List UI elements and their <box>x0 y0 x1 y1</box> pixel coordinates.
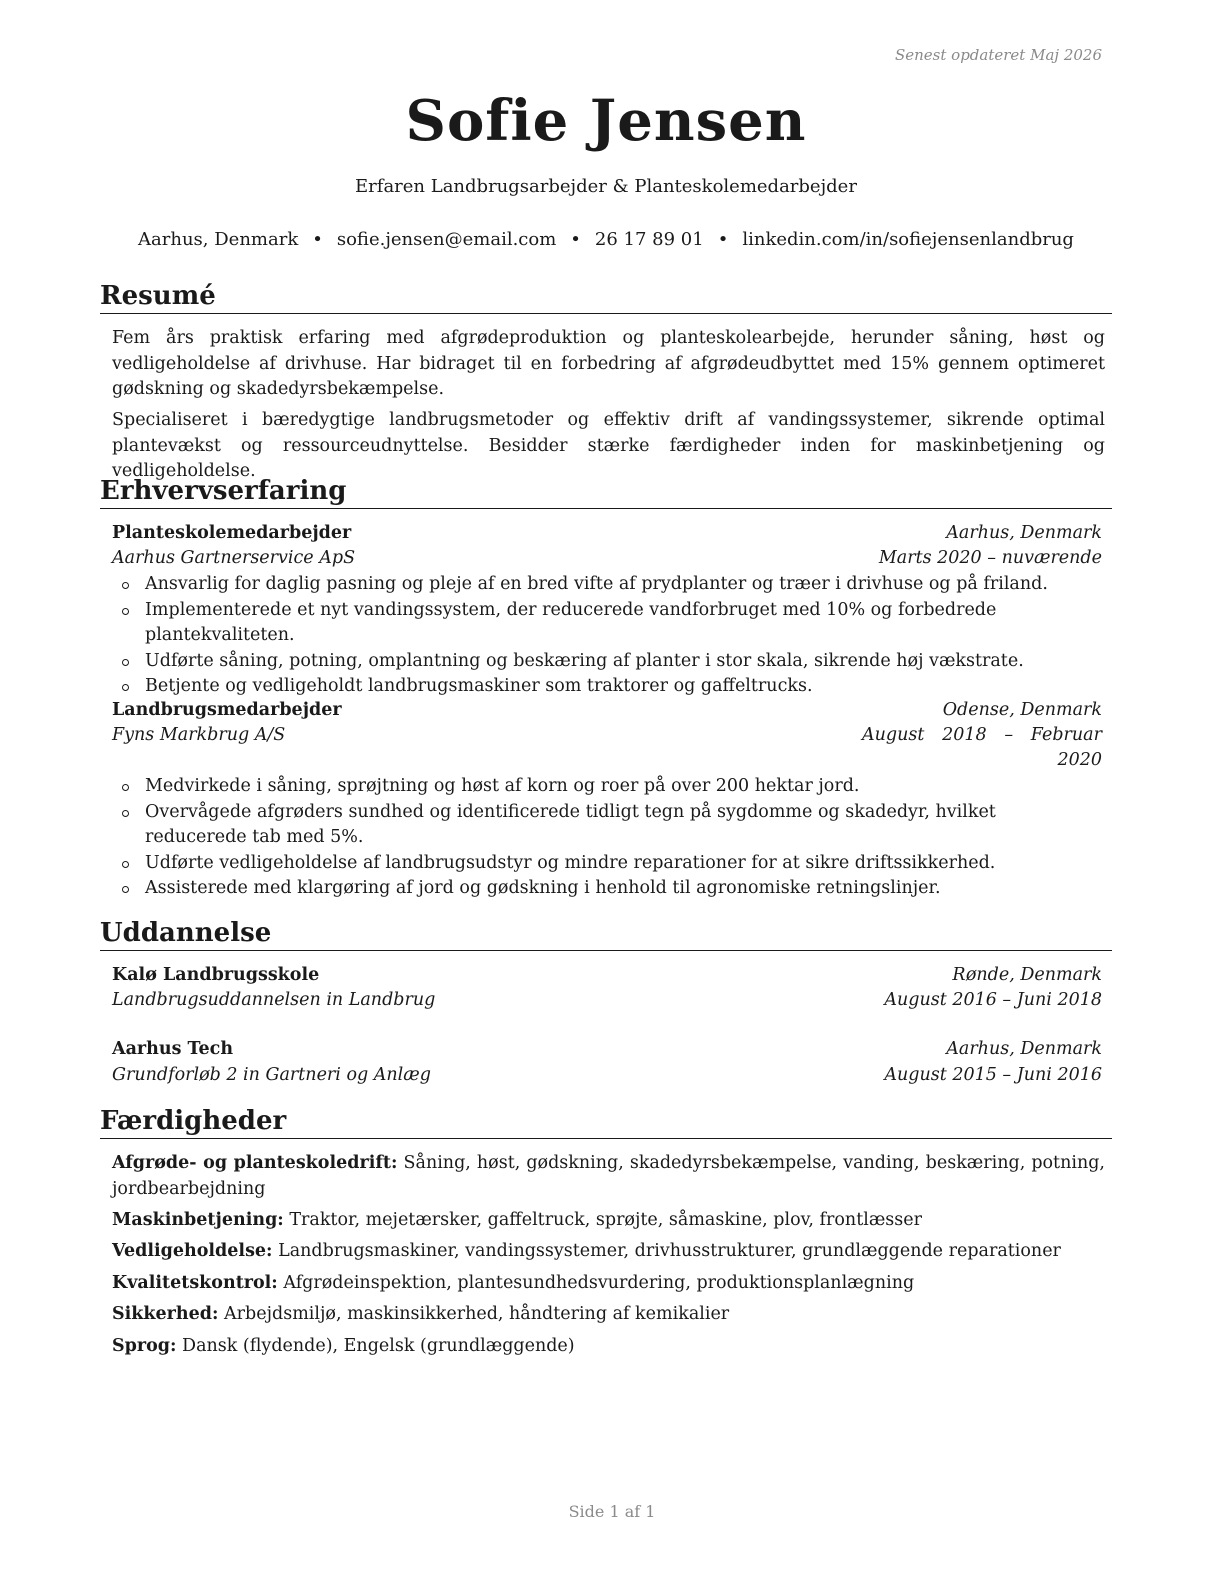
skill-row <box>112 1271 1105 1297</box>
skill-value: Traktor, mejetærsker, gaffeltruck, sprøjte, såmaskine, plov, frontlæsser <box>289 1210 922 1230</box>
job-bullets <box>112 572 1112 700</box>
job-location: Odense, Denmark <box>942 700 1102 720</box>
contact-line <box>100 229 1112 250</box>
job-bullets <box>112 774 1112 902</box>
list-item: Udførte såning, potning, omplantning og beskæring af planter i stor skala, sikrende høj vækstrate. <box>112 649 1112 675</box>
contact-phone: 26 17 89 01 <box>594 229 704 250</box>
job-company: Fyns Markbrug A/S <box>112 725 286 745</box>
list-item: Medvirkede i såning, sprøjtning og høst af korn og roer på over 200 hektar jord. <box>112 774 1112 800</box>
skill-row <box>112 1239 1105 1265</box>
list-item: Assisterede med klargøring af jord og gødskning i henhold til agronomiske retningslinjer. <box>112 876 1112 902</box>
job-location: Aarhus, Denmark <box>946 523 1102 543</box>
skill-row <box>112 1334 1105 1360</box>
skill-label: Maskinbetjening: <box>112 1210 284 1230</box>
skill-label: Vedligeholdelse: <box>112 1241 273 1261</box>
section-heading-education: Uddannelse <box>100 916 1112 951</box>
list-item: Ansvarlig for daglig pasning og pleje af en bred vifte af prydplanter og træer i drivhuse og på friland. <box>112 572 1112 598</box>
skill-value: Såning, høst, gødskning, skadedyrsbekæmpelse, vanding, beskæring, potning, jordbearbejdning <box>112 1153 1105 1199</box>
job-header <box>112 521 1102 546</box>
skill-label: Sikkerhed: <box>112 1304 219 1324</box>
skill-value: Afgrødeinspektion, plantesundhedsvurdering, produktionsplanlægning <box>283 1273 915 1293</box>
skill-value: Dansk (flydende), Engelsk (grundlæggende) <box>182 1336 575 1356</box>
job-dates: Marts 2020 – nuværende <box>878 548 1102 568</box>
candidate-name: Sofie Jensen <box>405 88 807 154</box>
candidate-title: Erfaren Landbrugsarbejder & Planteskolemedarbejder <box>355 176 857 197</box>
bullet-separator: • <box>570 229 581 250</box>
skill-value: Landbrugsmaskiner, vandingssystemer, drivhusstrukturer, grundlæggende reparationer <box>278 1241 1061 1261</box>
education-program: Grundforløb 2 in Gartneri og Anlæg <box>112 1065 431 1085</box>
education-program: Landbrugsuddannelsen in Landbrug <box>112 990 436 1010</box>
education-dates: August 2015 – Juni 2016 <box>884 1065 1102 1085</box>
education-dates: August 2016 – Juni 2018 <box>884 990 1102 1010</box>
list-item: Overvågede afgrøders sundhed og identificerede tidligt tegn på sygdomme og skadedyr, hvilket reducerede tab med 5%. <box>112 800 1112 851</box>
summary-paragraph: Fem års praktisk erfaring med afgrødeproduktion og planteskolearbejde, herunder såning, høst og vedligeholdelse af drivhuse. Har bidraget til en forbedring af afgrødeudbyttet med 15% gennem optimeret gødskning og skadedyrsbekæmpelse. <box>112 328 1105 399</box>
job-subheader <box>112 546 1102 571</box>
bullet-separator: • <box>717 229 729 250</box>
education-header <box>112 963 1102 988</box>
summary-paragraph: Specialiseret i bæredygtige landbrugsmetoder og effektiv drift af vandingssystemer, sikrende optimal plantevækst og ressourceudnyttelse. Besidder stærke færdigheder inden for maskinbetjening og vedligeholdelse. <box>112 410 1105 481</box>
education-location: Rønde, Denmark <box>952 965 1102 985</box>
job-header <box>112 698 1102 723</box>
list-item: Betjente og vedligeholdt landbrugsmaskiner som traktorer og gaffeltrucks. <box>112 674 1112 700</box>
contact-email[interactable]: sofie.jensen@email.com <box>336 229 557 250</box>
last-updated: Senest opdateret Maj 2026 <box>894 46 1102 64</box>
job-company: Aarhus Gartnerservice ApS <box>112 548 356 568</box>
skill-label: Sprog: <box>112 1336 177 1356</box>
skill-row <box>112 1302 1105 1328</box>
education-subheader <box>112 988 1102 1013</box>
education-subheader <box>112 1063 1102 1088</box>
skill-label: Kvalitetskontrol: <box>112 1273 278 1293</box>
job-dates: August 2018 – Februar 2020 <box>862 725 1102 770</box>
skill-row <box>112 1208 1105 1234</box>
page-number: Side 1 af 1 <box>568 1502 656 1521</box>
education-header <box>112 1037 1102 1062</box>
section-heading-experience: Erhvervserfaring <box>100 474 1112 509</box>
skill-label: Afgrøde- og planteskoledrift: <box>112 1153 398 1173</box>
skill-value: Arbejdsmiljø, maskinsikkerhed, håndtering af kemikalier <box>224 1304 730 1324</box>
job-role: Landbrugsmedarbejder <box>112 700 342 720</box>
contact-linkedin[interactable]: linkedin.com/in/sofiejensenlandbrug <box>742 229 1074 250</box>
skill-row <box>112 1151 1105 1202</box>
education-school: Aarhus Tech <box>112 1039 234 1059</box>
education-school: Kalø Landbrugsskole <box>112 965 320 985</box>
contact-location: Aarhus, Denmark <box>138 229 299 250</box>
job-role: Planteskolemedarbejder <box>112 523 352 543</box>
education-location: Aarhus, Denmark <box>946 1039 1102 1059</box>
job-subheader <box>112 723 1102 773</box>
section-heading-summary: Resumé <box>100 279 1112 314</box>
bullet-separator: • <box>312 229 323 250</box>
section-heading-skills: Færdigheder <box>100 1104 1112 1139</box>
list-item: Udførte vedligeholdelse af landbrugsudstyr og mindre reparationer for at sikre driftssikkerhed. <box>112 851 1112 877</box>
list-item: Implementerede et nyt vandingssystem, der reducerede vandforbruget med 10% og forbedrede plantekvaliteten. <box>112 598 1112 649</box>
